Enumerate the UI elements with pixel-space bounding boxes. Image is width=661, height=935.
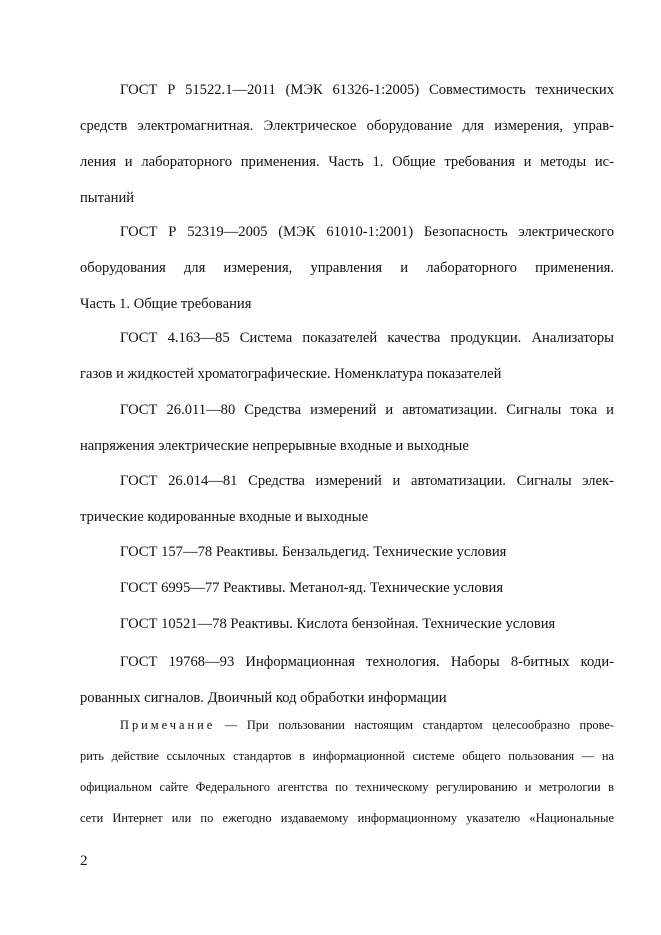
reference-line: ГОСТ 157—78 Реактивы. Бензальдегид. Технические условия bbox=[120, 544, 507, 560]
reference-line: средств электромагнитная. Электрическое оборудование для измерения, управ- bbox=[80, 118, 614, 134]
reference-line: ГОСТ 26.014—81 Средства измерений и автоматизации. Сигналы элек- bbox=[120, 473, 614, 489]
note-label: Примечание bbox=[120, 718, 216, 732]
reference-line: ГОСТ Р 51522.1—2011 (МЭК 61326-1:2005) Совместимость технических bbox=[120, 82, 614, 98]
reference-line: газов и жидкостей хроматографические. Номенклатура показателей bbox=[80, 366, 502, 382]
note-block bbox=[80, 710, 614, 834]
reference-gost-6995 bbox=[80, 570, 614, 606]
reference-line: ГОСТ 4.163—85 Система показателей качества продукции. Анализаторы bbox=[120, 330, 614, 346]
note-line: официальном сайте Федерального агентства по техническому регулированию и метрологии в bbox=[80, 780, 614, 794]
note-line: сети Интернет или по ежегодно издаваемому информационному указателю «Национальные bbox=[80, 811, 614, 825]
reference-line: ГОСТ Р 52319—2005 (МЭК 61010-1:2001) Безопасность электрического bbox=[120, 224, 614, 240]
reference-line: ления и лабораторного применения. Часть 1. Общие требования и методы ис- bbox=[80, 154, 614, 170]
reference-gost-51522 bbox=[80, 72, 614, 216]
reference-line: Часть 1. Общие требования bbox=[80, 296, 252, 312]
reference-gost-26014 bbox=[80, 463, 614, 535]
note-line bbox=[80, 710, 614, 741]
reference-gost-4163 bbox=[80, 320, 614, 392]
reference-line: трические кодированные входные и выходные bbox=[80, 509, 369, 525]
note-text: — При пользовании настоящим стандартом целесообразно прове- bbox=[215, 718, 614, 732]
reference-line: ГОСТ 10521—78 Реактивы. Кислота бензойная. Технические условия bbox=[120, 616, 556, 632]
reference-line: ГОСТ 26.011—80 Средства измерений и автоматизации. Сигналы тока и bbox=[120, 402, 614, 418]
reference-line: пытаний bbox=[80, 190, 135, 206]
reference-line: рованных сигналов. Двоичный код обработки информации bbox=[80, 690, 447, 706]
reference-line: напряжения электрические непрерывные входные и выходные bbox=[80, 438, 469, 454]
note-line: рить действие ссылочных стандартов в информационной системе общего пользования — на bbox=[80, 749, 614, 763]
reference-gost-10521 bbox=[80, 606, 614, 642]
reference-line: ГОСТ 19768—93 Информационная технология. Наборы 8-битных коди- bbox=[120, 654, 614, 670]
reference-line: ГОСТ 6995—77 Реактивы. Метанол-яд. Технические условия bbox=[120, 580, 504, 596]
reference-gost-157 bbox=[80, 534, 614, 570]
reference-gost-19768 bbox=[80, 644, 614, 716]
reference-line: оборудования для измерения, управления и лабораторного применения. bbox=[80, 260, 614, 276]
reference-gost-26011 bbox=[80, 392, 614, 464]
page-number: 2 bbox=[80, 853, 88, 869]
reference-gost-52319 bbox=[80, 214, 614, 322]
